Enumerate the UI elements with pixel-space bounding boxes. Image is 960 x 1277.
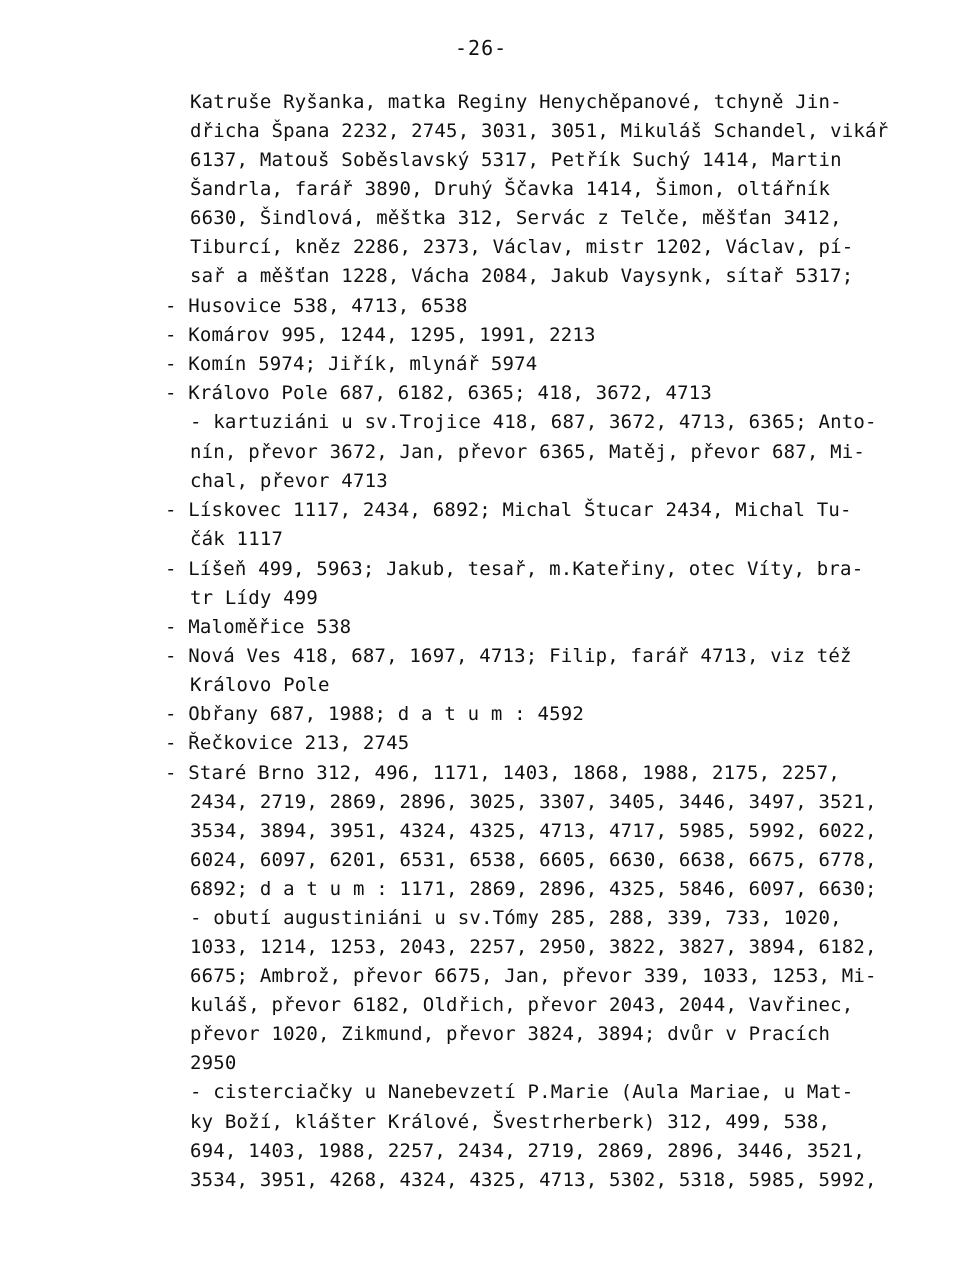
text-line: - Nová Ves 418, 687, 1697, 4713; Filip, farář 4713, viz též bbox=[165, 645, 852, 667]
text-line: 2434, 2719, 2869, 2896, 3025, 3307, 3405, 3446, 3497, 3521, bbox=[190, 791, 877, 813]
text-line: - Řečkovice 213, 2745 bbox=[165, 732, 410, 754]
text-line: Královo Pole bbox=[190, 674, 330, 696]
text-line: kuláš, převor 6182, Oldřich, převor 2043, 2044, Vavřinec, bbox=[190, 994, 854, 1016]
text-line: dřicha Špana 2232, 2745, 3031, 3051, Mikuláš Schandel, vikář bbox=[190, 120, 889, 142]
page-number: -26- bbox=[455, 36, 508, 60]
text-line: - Staré Brno 312, 496, 1171, 1403, 1868, 1988, 2175, 2257, bbox=[165, 762, 841, 784]
text-line: Katruše Ryšanka, matka Reginy Henychěpanové, tchyně Jin- bbox=[190, 91, 842, 113]
text-line: - Komárov 995, 1244, 1295, 1991, 2213 bbox=[165, 324, 596, 346]
text-line: - Lískovec 1117, 2434, 6892; Michal Štucar 2434, Michal Tu- bbox=[165, 499, 852, 521]
text-line: ky Boží, klášter Králové, Švestrherberk) 312, 499, 538, bbox=[190, 1111, 831, 1133]
text-line: 6137, Matouš Soběslavský 5317, Petřík Suchý 1414, Martin bbox=[190, 149, 842, 171]
text-line: 6892; d a t u m : 1171, 2869, 2896, 4325, 5846, 6097, 6630; bbox=[190, 878, 877, 900]
text-line: převor 1020, Zikmund, převor 3824, 3894; dvůr v Pracích bbox=[190, 1023, 831, 1045]
text-line: 6024, 6097, 6201, 6531, 6538, 6605, 6630, 6638, 6675, 6778, bbox=[190, 849, 877, 871]
text-line: 1033, 1214, 1253, 2043, 2257, 2950, 3822, 3827, 3894, 6182, bbox=[190, 936, 877, 958]
text-line: sař a měšťan 1228, Vácha 2084, Jakub Vaysynk, sítař 5317; bbox=[190, 265, 854, 287]
text-line: chal, převor 4713 bbox=[190, 470, 388, 492]
text-line: Šandrla, farář 3890, Druhý Ščavka 1414, Šimon, oltářník bbox=[190, 178, 831, 200]
text-line: - Obřany 687, 1988; d a t u m : 4592 bbox=[165, 703, 585, 725]
text-line: - kartuziáni u sv.Trojice 418, 687, 3672, 4713, 6365; Anto- bbox=[190, 411, 877, 433]
text-line: 694, 1403, 1988, 2257, 2434, 2719, 2869, 2896, 3446, 3521, bbox=[190, 1140, 866, 1162]
text-line: 2950 bbox=[190, 1052, 237, 1074]
text-line: 6630, Šindlová, měštka 312, Servác z Telče, měšťan 3412, bbox=[190, 207, 842, 229]
text-line: 3534, 3894, 3951, 4324, 4325, 4713, 4717, 5985, 5992, 6022, bbox=[190, 820, 877, 842]
text-line: 3534, 3951, 4268, 4324, 4325, 4713, 5302, 5318, 5985, 5992, bbox=[190, 1169, 877, 1191]
text-line: - Komín 5974; Jiřík, mlynář 5974 bbox=[165, 353, 538, 375]
text-line: - Maloměřice 538 bbox=[165, 616, 352, 638]
text-line: 6675; Ambrož, převor 6675, Jan, převor 339, 1033, 1253, Mi- bbox=[190, 965, 877, 987]
text-line: - Královo Pole 687, 6182, 6365; 418, 3672, 4713 bbox=[165, 382, 713, 404]
text-line: nín, převor 3672, Jan, převor 6365, Matěj, převor 687, Mi- bbox=[190, 441, 866, 463]
text-line: - cisterciačky u Nanebevzetí P.Marie (Aula Mariae, u Mat- bbox=[190, 1081, 854, 1103]
text-line: - Husovice 538, 4713, 6538 bbox=[165, 295, 468, 317]
text-line: - Líšeň 499, 5963; Jakub, tesař, m.Kateřiny, otec Víty, bra- bbox=[165, 558, 864, 580]
text-line: - obutí augustiniáni u sv.Tómy 285, 288, 339, 733, 1020, bbox=[190, 907, 842, 929]
text-line: čák 1117 bbox=[190, 528, 284, 550]
text-line: Tiburcí, kněz 2286, 2373, Václav, mistr 1202, Václav, pí- bbox=[190, 236, 854, 258]
text-line: tr Lídy 499 bbox=[190, 587, 319, 609]
